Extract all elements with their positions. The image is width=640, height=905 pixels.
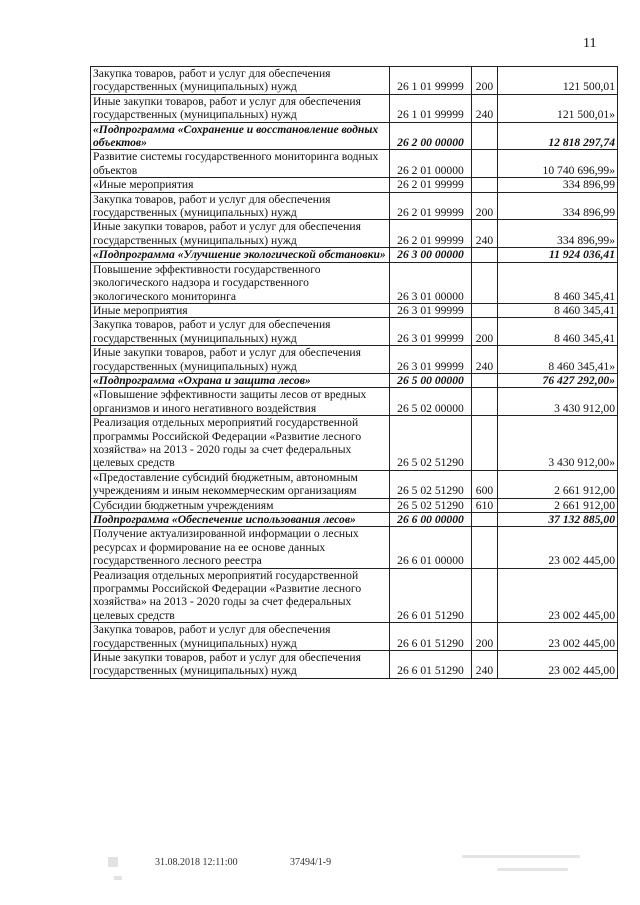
row-name-cell: Закупка товаров, работ и услуг для обеспечения государственных (муниципальных) нужд — [91, 67, 390, 95]
subprogram-row — [91, 248, 618, 262]
table-row — [91, 568, 618, 623]
table-row — [91, 94, 618, 122]
footer-timestamp: 31.08.2018 12:11:00 — [155, 857, 238, 868]
footer-document-number: 37494/1-9 — [290, 857, 332, 868]
row-code-cell: 26 2 01 99999 — [390, 192, 472, 220]
subprogram-row — [91, 373, 618, 387]
row-amount-cell: 10 740 696,99» — [498, 150, 618, 178]
row-code-cell: 26 5 02 00000 — [390, 388, 472, 416]
row-amount-cell: 37 132 885,00 — [498, 513, 618, 527]
table-row — [91, 220, 618, 248]
row-code-cell: 26 6 01 51290 — [390, 568, 472, 623]
table-row — [91, 67, 618, 95]
row-amount-cell: 3 430 912,00 — [498, 388, 618, 416]
row-expense-type-cell: 200 — [472, 67, 498, 95]
row-expense-type-cell — [472, 150, 498, 178]
row-code-cell: 26 5 02 51290 — [390, 416, 472, 471]
row-amount-cell: 76 427 292,00» — [498, 373, 618, 387]
table-row — [91, 262, 618, 303]
row-expense-type-cell: 600 — [472, 470, 498, 498]
row-expense-type-cell: 240 — [472, 346, 498, 374]
table-row — [91, 498, 618, 512]
row-amount-cell: 8 460 345,41» — [498, 346, 618, 374]
row-name-cell: Повышение эффективности государственного экологического надзора и государственного экологического мониторинга — [91, 262, 390, 303]
row-code-cell: 26 1 01 99999 — [390, 67, 472, 95]
row-code-cell: 26 2 01 99999 — [390, 220, 472, 248]
row-expense-type-cell — [472, 248, 498, 262]
row-expense-type-cell: 610 — [472, 498, 498, 512]
row-name-cell: «Предоставление субсидий бюджетным, автономным учреждениям и иным некоммерческим организациям — [91, 470, 390, 498]
table-row — [91, 527, 618, 568]
row-name-cell: «Повышение эффективности защиты лесов от вредных организмов и иного негативного воздействия — [91, 388, 390, 416]
table-row — [91, 416, 618, 471]
row-amount-cell: 8 460 345,41 — [498, 303, 618, 317]
row-code-cell: 26 6 00 00000 — [390, 513, 472, 527]
subprogram-row — [91, 513, 618, 527]
row-name-cell: Субсидии бюджетным учреждениям — [91, 498, 390, 512]
table-row — [91, 150, 618, 178]
row-amount-cell: 12 818 297,74 — [498, 122, 618, 150]
row-code-cell: 26 2 00 00000 — [390, 122, 472, 150]
row-amount-cell: 8 460 345,41 — [498, 262, 618, 303]
row-name-cell: Закупка товаров, работ и услуг для обеспечения государственных (муниципальных) нужд — [91, 623, 390, 651]
row-expense-type-cell: 200 — [472, 623, 498, 651]
row-code-cell: 26 5 02 51290 — [390, 498, 472, 512]
subprogram-row — [91, 122, 618, 150]
row-name-cell: Иные закупки товаров, работ и услуг для обеспечения государственных (муниципальных) нужд — [91, 94, 390, 122]
row-name-cell: «Подпрограмма «Охрана и защита лесов» — [91, 373, 390, 387]
row-amount-cell: 8 460 345,41 — [498, 318, 618, 346]
row-name-cell: Подпрограмма «Обеспечение использования лесов» — [91, 513, 390, 527]
scan-speck — [108, 857, 118, 867]
row-code-cell: 26 6 01 51290 — [390, 623, 472, 651]
row-expense-type-cell: 240 — [472, 651, 498, 679]
row-amount-cell: 23 002 445,00 — [498, 568, 618, 623]
table-row — [91, 470, 618, 498]
row-amount-cell: 23 002 445,00 — [498, 527, 618, 568]
table-row — [91, 303, 618, 317]
table-row — [91, 346, 618, 374]
budget-table — [90, 66, 618, 679]
row-amount-cell: 23 002 445,00 — [498, 623, 618, 651]
row-expense-type-cell: 200 — [472, 192, 498, 220]
row-amount-cell: 334 896,99» — [498, 220, 618, 248]
row-amount-cell: 2 661 912,00 — [498, 470, 618, 498]
row-name-cell: Иные закупки товаров, работ и услуг для обеспечения государственных (муниципальных) нужд — [91, 220, 390, 248]
row-amount-cell: 334 896,99 — [498, 192, 618, 220]
row-name-cell: Закупка товаров, работ и услуг для обеспечения государственных (муниципальных) нужд — [91, 318, 390, 346]
row-amount-cell: 3 430 912,00» — [498, 416, 618, 471]
row-name-cell: Иные закупки товаров, работ и услуг для обеспечения государственных (муниципальных) нужд — [91, 651, 390, 679]
row-amount-cell: 121 500,01 — [498, 67, 618, 95]
row-name-cell: Развитие системы государственного мониторинга водных объектов — [91, 150, 390, 178]
row-expense-type-cell — [472, 513, 498, 527]
row-expense-type-cell: 240 — [472, 220, 498, 248]
row-code-cell: 26 2 01 00000 — [390, 150, 472, 178]
row-name-cell: Получение актуализированной информации о лесных ресурсах и формирование на ее основе данных государственного лесного реестра — [91, 527, 390, 568]
row-expense-type-cell — [472, 527, 498, 568]
row-name-cell: «Иные мероприятия — [91, 178, 390, 192]
table-row — [91, 651, 618, 679]
table-row — [91, 192, 618, 220]
row-amount-cell: 23 002 445,00 — [498, 651, 618, 679]
row-name-cell: Реализация отдельных мероприятий государственной программы Российской Федерации «Развитие лесного хозяйства» на 2013 - 2020 годы за счет федеральных целевых средств — [91, 416, 390, 471]
row-expense-type-cell: 240 — [472, 94, 498, 122]
row-code-cell: 26 2 01 99999 — [390, 178, 472, 192]
row-name-cell: «Подпрограмма «Улучшение экологической обстановки» — [91, 248, 390, 262]
row-expense-type-cell — [472, 388, 498, 416]
page-number: 11 — [583, 36, 597, 51]
row-amount-cell: 11 924 036,41 — [498, 248, 618, 262]
row-code-cell: 26 1 01 99999 — [390, 94, 472, 122]
row-code-cell: 26 5 02 51290 — [390, 470, 472, 498]
row-expense-type-cell — [472, 122, 498, 150]
row-amount-cell: 2 661 912,00 — [498, 498, 618, 512]
row-expense-type-cell — [472, 373, 498, 387]
row-code-cell: 26 6 01 00000 — [390, 527, 472, 568]
row-expense-type-cell: 200 — [472, 318, 498, 346]
table-row — [91, 178, 618, 192]
budget-table-body — [91, 67, 618, 679]
row-expense-type-cell — [472, 178, 498, 192]
row-code-cell: 26 3 01 99999 — [390, 318, 472, 346]
row-expense-type-cell — [472, 303, 498, 317]
table-row — [91, 623, 618, 651]
row-amount-cell: 334 896,99 — [498, 178, 618, 192]
table-row — [91, 388, 618, 416]
row-name-cell: Закупка товаров, работ и услуг для обеспечения государственных (муниципальных) нужд — [91, 192, 390, 220]
row-name-cell: «Подпрограмма «Сохранение и восстановление водных объектов» — [91, 122, 390, 150]
row-code-cell: 26 3 01 00000 — [390, 262, 472, 303]
faint-stamp — [462, 855, 580, 871]
row-code-cell: 26 3 01 99999 — [390, 346, 472, 374]
row-code-cell: 26 3 01 99999 — [390, 303, 472, 317]
row-expense-type-cell — [472, 568, 498, 623]
row-name-cell: Иные закупки товаров, работ и услуг для обеспечения государственных (муниципальных) нужд — [91, 346, 390, 374]
scan-speck — [114, 876, 122, 880]
row-name-cell: Реализация отдельных мероприятий государственной программы Российской Федерации «Развитие лесного хозяйства» на 2013 - 2020 годы за счет федеральных целевых средств — [91, 568, 390, 623]
row-expense-type-cell — [472, 262, 498, 303]
table-row — [91, 318, 618, 346]
row-expense-type-cell — [472, 416, 498, 471]
row-name-cell: Иные мероприятия — [91, 303, 390, 317]
row-code-cell: 26 5 00 00000 — [390, 373, 472, 387]
row-amount-cell: 121 500,01» — [498, 94, 618, 122]
row-code-cell: 26 6 01 51290 — [390, 651, 472, 679]
row-code-cell: 26 3 00 00000 — [390, 248, 472, 262]
